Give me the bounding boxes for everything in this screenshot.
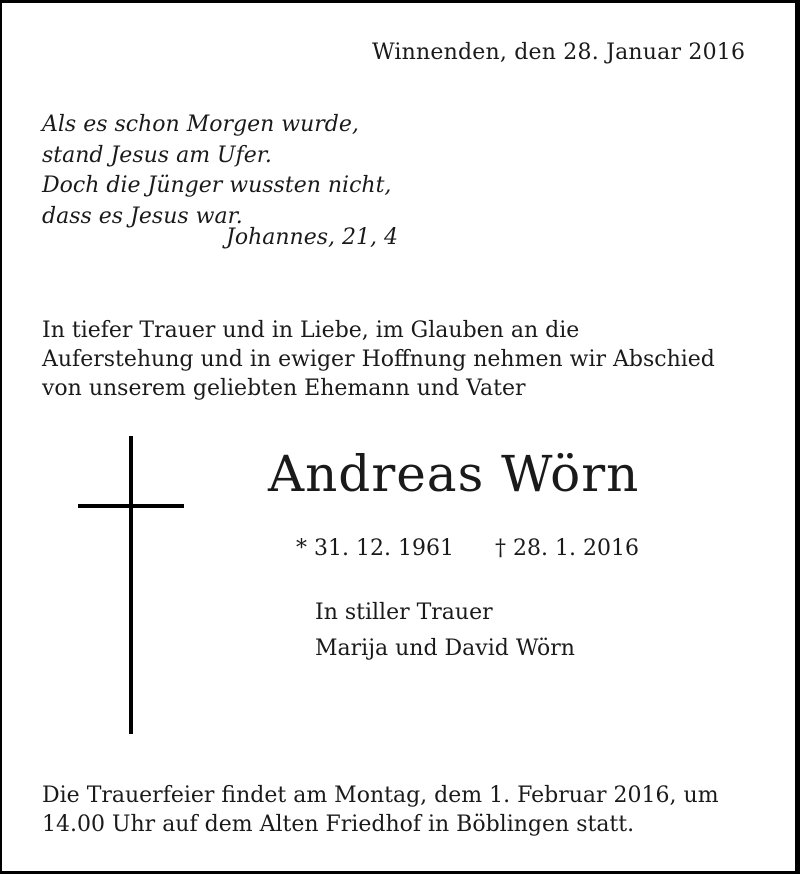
death-date: † 28. 1. 2016	[495, 536, 639, 561]
funeral-service-info	[42, 781, 719, 839]
intro-text	[42, 316, 715, 403]
mourners-line: Marija und David Wörn	[315, 636, 575, 661]
verse-reference: Johannes, 21, 4	[226, 225, 398, 250]
verse-line: Doch die Jünger wussten nicht,	[42, 173, 392, 198]
intro-line: von unserem geliebten Ehemann und Vater	[42, 376, 526, 401]
cross-horizontal-bar	[78, 504, 184, 508]
birth-date: * 31. 12. 1961	[296, 536, 454, 561]
service-line: Die Trauerfeier findet am Montag, dem 1. Februar 2016, um	[42, 783, 719, 808]
mourners-line: In stiller Trauer	[315, 600, 493, 625]
cross-vertical-bar	[129, 436, 133, 734]
service-line: 14.00 Uhr auf dem Alten Friedhof in Böblingen statt.	[42, 812, 635, 837]
deceased-name: Andreas Wörn	[268, 445, 640, 503]
intro-line: In tiefer Trauer und in Liebe, im Glauben an die	[42, 318, 580, 343]
verse-line: dass es Jesus war.	[42, 203, 243, 229]
verse-line: stand Jesus am Ufer.	[42, 142, 272, 168]
intro-line: Auferstehung und in ewiger Hoffnung nehmen wir Abschied	[42, 347, 715, 372]
bible-verse	[42, 110, 391, 232]
verse-line: Als es schon Morgen wurde,	[42, 112, 359, 137]
mourners-block	[315, 595, 575, 667]
date-line: Winnenden, den 28. Januar 2016	[372, 40, 746, 65]
